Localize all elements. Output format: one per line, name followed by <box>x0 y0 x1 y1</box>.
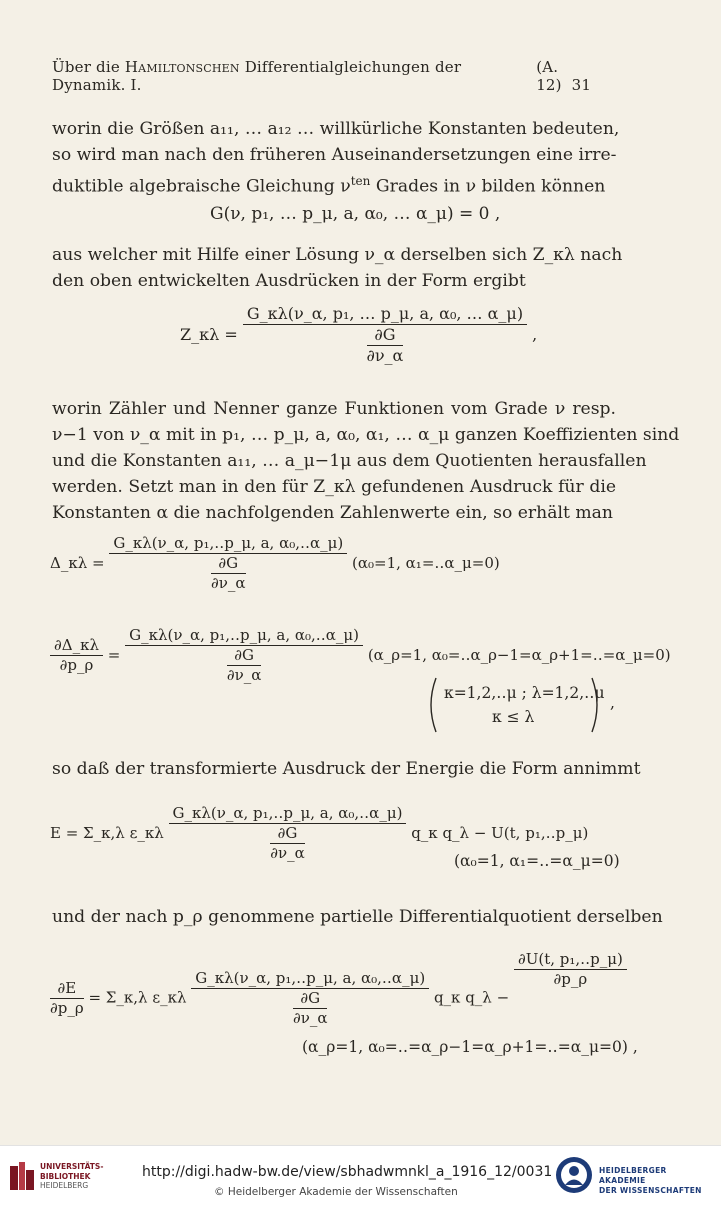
equation-5: E = Σ_κ,λ ε_κλ $\frac{\text{G\_κλ(ν\_α, p₁,‥p\_μ, a, α₀,‥α\_μ)}}{\frac{\partial G}{\partial\nu\_\alpha}}$ q_κ q_λ − U(t, p₁,‥p_μ) <box>50 804 589 862</box>
equation-3: Δ_κλ = $\frac{\text{G\_κλ(ν\_α, p₁,‥p\_μ, a, α₀,‥α\_μ)}}{\frac{\partial G}{\partial\nu\_\alpha}}$ (α₀=1, α₁=‥α_μ=0) <box>50 534 500 592</box>
text-line: und der nach p_ρ genommene partielle Differentialquotient derselben <box>52 907 663 927</box>
running-header <box>52 58 615 94</box>
paragraph-5 <box>52 904 663 930</box>
fraction: $\frac{\text{G\_κλ(ν\_α, p₁,‥p\_μ, a, α₀,‥α\_μ)}}{\frac{\partial G}{\partial\nu\_\alpha}}$ <box>109 536 347 591</box>
header-name: Hamiltonschen <box>124 58 240 76</box>
condition: (α_ρ=1, α₀=‥=α_ρ−1=α_ρ+1=‥=α_μ=0) , <box>302 1038 638 1056</box>
copyright: © Heidelberger Akademie der Wissenschaften <box>214 1186 458 1198</box>
equation-1: G(ν, p₁, … p_μ, a, α₀, … α_μ) = 0 , <box>210 204 501 224</box>
fraction: $\frac{\text{G\_κλ(ν\_α, p₁,‥p\_μ, a, α₀,‥α\_μ)}}{\frac{\partial G}{\partial\nu\_\alpha}}$ <box>125 628 363 683</box>
condition: (α_ρ=1, α₀=‥α_ρ−1=α_ρ+1=‥=α_μ=0) <box>367 646 671 664</box>
condition: (α₀=1, α₁=‥α_μ=0) <box>352 554 500 572</box>
viewer-footer <box>0 1145 721 1206</box>
text-line: aus welcher mit Hilfe einer Lösung ν_α derselben sich Z_κλ nach <box>52 245 623 265</box>
equation-6: $\frac{\partial E}{\partial p\_\rho}$ = Σ_κ,λ ε_κλ $\frac{\text{G\_κλ(ν\_α, p₁,‥p\_μ, a, α₀,‥α\_μ)}}{\frac{\partial G}{\partial\nu\_\alpha}}$ q_κ q_λ − $\frac{\text{∂U(t, p₁,‥p\_μ)}}{\partial p\_\rho}$ <box>50 952 627 1026</box>
page-number: 31 <box>571 76 592 94</box>
paragraph-3 <box>52 396 680 526</box>
paragraph-1 <box>52 116 620 200</box>
scanned-page: Über die Hamiltonschen Differentialgleichungen der Dynamik. I. (A. 12) 31 worin die Größen a₁₁, … a₁₂ … willkürliche Konstanten bedeuten, so wird man nach den früheren Auseinandersetzungen eine irre- duktible algebraische Gleichung $\nu^{ten}$ Grades in ν bilden können G(ν, p₁, … p_μ, a, α₀, … α_μ) = 0 , aus welcher mit Hilfe einer Lösung ν_α derselben sich Z_κλ nach den oben entwickelten Ausdrücken in der Form ergibt Z_κλ = $\frac{\text{G\_κλ(ν\_α, p₁, … p\_μ, a, α₀, … α\_μ)}}{\frac{\partial G}{\partial\nu\_\alpha}}$ , worin Zähler und Nenner ganze Funktionen vom Grade ν resp. ν−1 von ν_α mit in p₁, … p_μ, a, α₀, α₁, … α_μ ganzen Koeffizienten sind und die Konstanten a₁₁, … a_μ−1μ aus dem Quotienten herausfallen werden. Setzt man in den für Z_κλ gefundenen Ausdruck für die Konstanten α die nachfolgenden Zahlenwerte ein, so erhält man Δ_κλ = $\frac{\text{G\_κλ(ν\_α, p₁,‥p\_μ, a, α₀,‥α\_μ)}}{\frac{\partial G}{\partial\nu\_\alpha}}$ (α₀=1, α₁=‥α_μ=0) $\frac{\partial\Delta\_\kappa\lambda}{\partial p\_\rho}$ = $\frac{\text{G\_κλ(ν\_α, p₁,‥p\_μ, a, α₀,‥α\_μ)}}{\frac{\partial G}{\partial\nu\_\alpha}}$ (α_ρ=1, α₀=‥α_ρ−1=α_ρ+1=‥=α_μ=0) κ=1,2,‥μ ; λ=1,2,‥μ κ ≤ λ , so daß der transformierte Ausdruck der Energie die Form annimmt E = Σ_κ,λ ε_κλ $\frac{\text{G\_κλ(ν\_α, p₁,‥p\_μ, a, α₀,‥α\_μ)}}{\frac{\partial G}{\partial\nu\_\alpha}}$ q_κ q_λ − U(t, p₁,‥p_μ) (α₀=1, α₁=‥=α_μ=0) und der nach p_ρ genommene partielle Differentialquotient derselben $\frac{\partial E}{\partial p\_\rho}$ = Σ_κ,λ ε_κλ $\frac{\text{G\_κλ(ν\_α, p₁,‥p\_μ, a, α₀,‥α\_μ)}}{\frac{\partial G}{\partial\nu\_\alpha}}$ q_κ q_λ − $\frac{\text{∂U(t, p₁,‥p\_μ)}}{\partial p\_\rho}$ (α_ρ=1, α₀=‥=α_ρ−1=α_ρ+1=‥=α_μ=0) , <box>50 58 680 1056</box>
academy-logo-text: HEIDELBERGER AKADEMIE DER WISSENSCHAFTEN <box>599 1166 702 1195</box>
academy-seal-icon <box>555 1156 593 1194</box>
text-line: worin die Größen a₁₁, … a₁₂ … willkürliche Konstanten bedeuten, <box>52 119 620 139</box>
fraction: $\frac{\text{G\_κλ(ν\_α, p₁, … p\_μ, a, α₀, … α\_μ)}}{\frac{\partial G}{\partial\nu\_\alpha}}$ <box>243 306 527 364</box>
range-line: κ=1,2,‥μ ; λ=1,2,‥μ <box>444 684 605 702</box>
text-line: duktible algebraische Gleichung $\nu^{ten}$ Grades in ν bilden können <box>52 174 606 197</box>
text-line: Konstanten α die nachfolgenden Zahlenwerte ein, so erhält man <box>52 503 613 523</box>
fraction: $\frac{\text{G\_κλ(ν\_α, p₁,‥p\_μ, a, α₀,‥α\_μ)}}{\frac{\partial G}{\partial\nu\_\alpha}}$ <box>191 971 429 1026</box>
equation-4: $\frac{\partial\Delta\_\kappa\lambda}{\partial p\_\rho}$ = $\frac{\text{G\_κλ(ν\_α, p₁,‥p\_μ, a, α₀,‥α\_μ)}}{\frac{\partial G}{\partial\nu\_\alpha}}$ (α_ρ=1, α₀=‥α_ρ−1=α_ρ+1=‥=α_μ=0) <box>50 628 671 683</box>
paragraph-4 <box>52 756 641 782</box>
text-line: worin Zähler und Nenner ganze Funktionen vom Grade ν resp. <box>52 399 616 419</box>
fraction: $\frac{\text{G\_κλ(ν\_α, p₁,‥p\_μ, a, α₀,‥α\_μ)}}{\frac{\partial G}{\partial\nu\_\alpha}}$ <box>169 806 407 861</box>
text-line: und die Konstanten a₁₁, … a_μ−1μ aus dem Quotienten herausfallen <box>52 451 647 471</box>
fraction: $\frac{\partial\Delta\_\kappa\lambda}{\partial p\_\rho}$ <box>50 638 103 673</box>
fraction: $\frac{\partial E}{\partial p\_\rho}$ <box>50 978 84 1017</box>
condition: (α₀=1, α₁=‥=α_μ=0) <box>454 852 620 870</box>
paragraph-2 <box>52 242 623 294</box>
header-title: Über die Hamiltonschen Differentialgleichungen der Dynamik. I. <box>52 58 462 94</box>
text-line: den oben entwickelten Ausdrücken in der Form ergibt <box>52 271 526 291</box>
fraction: $\frac{\text{∂U(t, p₁,‥p\_μ)}}{\partial p\_\rho}$ <box>514 952 627 987</box>
academy-logo[interactable] <box>555 1156 715 1198</box>
equation-2: Z_κλ = $\frac{\text{G\_κλ(ν\_α, p₁, … p\_μ, a, α₀, … α\_μ)}}{\frac{\partial G}{\partial\nu\_\alpha}}$ , <box>180 304 538 365</box>
university-library-logo[interactable] <box>10 1160 120 1196</box>
text-line: so wird man nach den früheren Auseinandersetzungen eine irre- <box>52 145 617 165</box>
library-logo-text: UNIVERSITÄTS- BIBLIOTHEK HEIDELBERG <box>40 1162 104 1190</box>
text-line: so daß der transformierte Ausdruck der Energie die Form annimmt <box>52 759 641 779</box>
library-logo-icon <box>10 1162 34 1192</box>
text-line: ν−1 von ν_α mit in p₁, … p_μ, a, α₀, α₁, … α_μ ganzen Koeffizienten sind <box>52 425 680 445</box>
permalink[interactable]: http://digi.hadw-bw.de/view/sbhadwmnkl_a_1916_12/0031 <box>142 1164 553 1180</box>
text-line: werden. Setzt man in den für Z_κλ gefundenen Ausdruck für die <box>52 477 616 497</box>
header-ref: (A. 12) 31 <box>536 58 592 94</box>
range-line: κ ≤ λ <box>492 708 535 726</box>
